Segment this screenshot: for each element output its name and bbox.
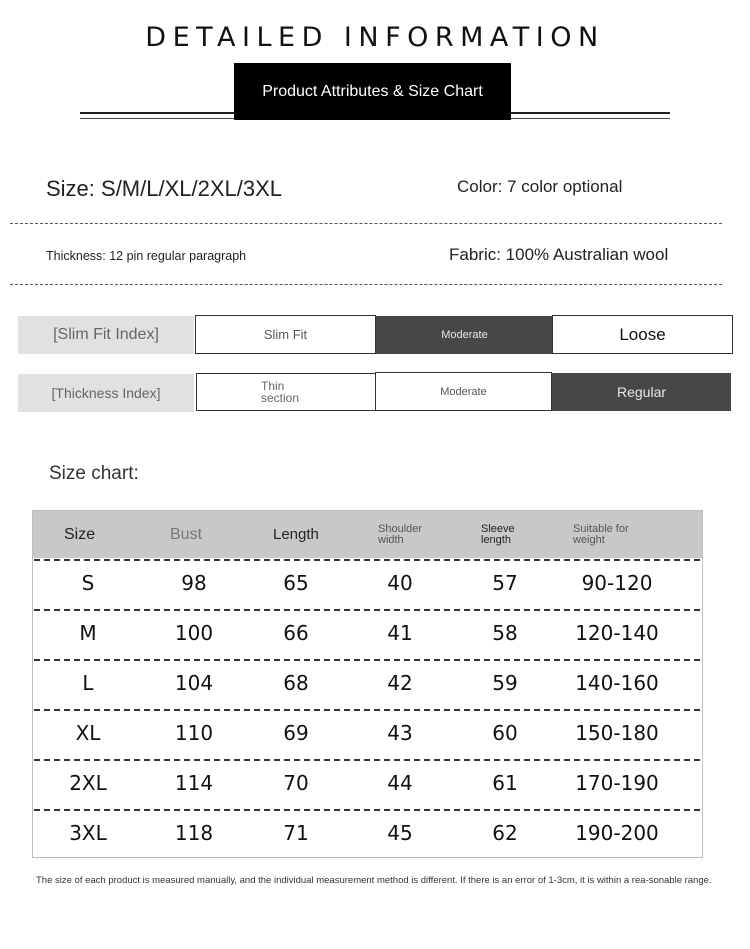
row-divider (34, 659, 700, 661)
table-cell: S (81, 571, 95, 595)
header-suitable-weight: Suitable for weight (573, 522, 629, 546)
slim-fit-option-moderate: Moderate (376, 316, 553, 354)
table-cell: 2XL (69, 771, 107, 795)
thickness-attribute: Thickness: 12 pin regular paragraph (46, 249, 247, 263)
row-divider (34, 709, 700, 711)
table-cell: 44 (387, 771, 413, 795)
table-cell: 41 (387, 621, 413, 645)
table-cell: 118 (174, 821, 214, 845)
table-cell: L (82, 671, 94, 695)
table-cell: 170-190 (575, 771, 659, 795)
table-cell: 150-180 (575, 721, 659, 745)
thickness-index-label: [Thickness Index] (18, 374, 194, 412)
table-cell: 98 (181, 571, 207, 595)
table-cell: 43 (387, 721, 413, 745)
table-cell: 90-120 (581, 571, 653, 595)
thickness-option-thin (196, 373, 376, 411)
thickness-option-thin-line2: section (261, 391, 300, 405)
table-cell: 190-200 (575, 821, 659, 845)
thickness-option-moderate: Moderate (375, 372, 552, 411)
table-cell: 69 (283, 721, 309, 745)
table-cell: XL (75, 721, 101, 745)
dashed-divider (10, 223, 722, 224)
thickness-option-regular: Regular (552, 373, 731, 411)
table-cell: 100 (174, 621, 214, 645)
size-chart-title: Size chart: (49, 463, 139, 484)
header-size: Size (64, 525, 96, 543)
section-banner: Product Attributes & Size Chart (234, 63, 511, 120)
slim-fit-option-loose: Loose (552, 315, 733, 354)
size-attribute: Size: S/M/L/XL/2XL/3XL (46, 176, 283, 201)
table-cell: 70 (283, 771, 309, 795)
thickness-option-thin-line1: Thin (261, 379, 285, 393)
row-divider (34, 609, 700, 611)
table-cell: 140-160 (575, 671, 659, 695)
slim-fit-option-slim: Slim Fit (195, 315, 376, 354)
header-shoulder-width: Shoulder width (378, 522, 423, 546)
table-cell: 71 (283, 821, 309, 845)
header-length: Length (273, 526, 319, 543)
table-cell: 45 (387, 821, 413, 845)
table-cell: 62 (492, 821, 518, 845)
table-cell: 58 (492, 621, 518, 645)
row-divider (34, 559, 700, 561)
table-cell: 42 (387, 671, 413, 695)
slim-fit-index-label: [Slim Fit Index] (18, 316, 194, 354)
table-cell: 65 (283, 571, 309, 595)
table-cell: 114 (174, 771, 214, 795)
footnote: The size of each product is measured manually, and the individual measurement method is different. If there is an error of 1-3cm, it is within a rea-sonable range. (36, 875, 712, 886)
table-cell: 68 (283, 671, 309, 695)
table-cell: 66 (283, 621, 309, 645)
table-cell: 57 (492, 571, 518, 595)
table-cell: 3XL (69, 821, 107, 845)
table-cell: 120-140 (575, 621, 659, 645)
table-cell: 40 (387, 571, 413, 595)
dashed-divider (10, 284, 722, 285)
color-attribute: Color: 7 color optional (457, 177, 623, 196)
table-cell: 61 (492, 771, 518, 795)
table-cell: M (79, 621, 97, 645)
row-divider (34, 809, 700, 811)
table-cell: 104 (174, 671, 214, 695)
page-title: DETAILED INFORMATION (145, 22, 605, 53)
table-cell: 59 (492, 671, 518, 695)
table-cell: 110 (174, 721, 214, 745)
row-divider (34, 759, 700, 761)
header-bust: Bust (170, 525, 203, 543)
header-sleeve-length: Sleeve length (481, 522, 515, 546)
table-cell: 60 (492, 721, 518, 745)
fabric-attribute: Fabric: 100% Australian wool (449, 245, 669, 264)
